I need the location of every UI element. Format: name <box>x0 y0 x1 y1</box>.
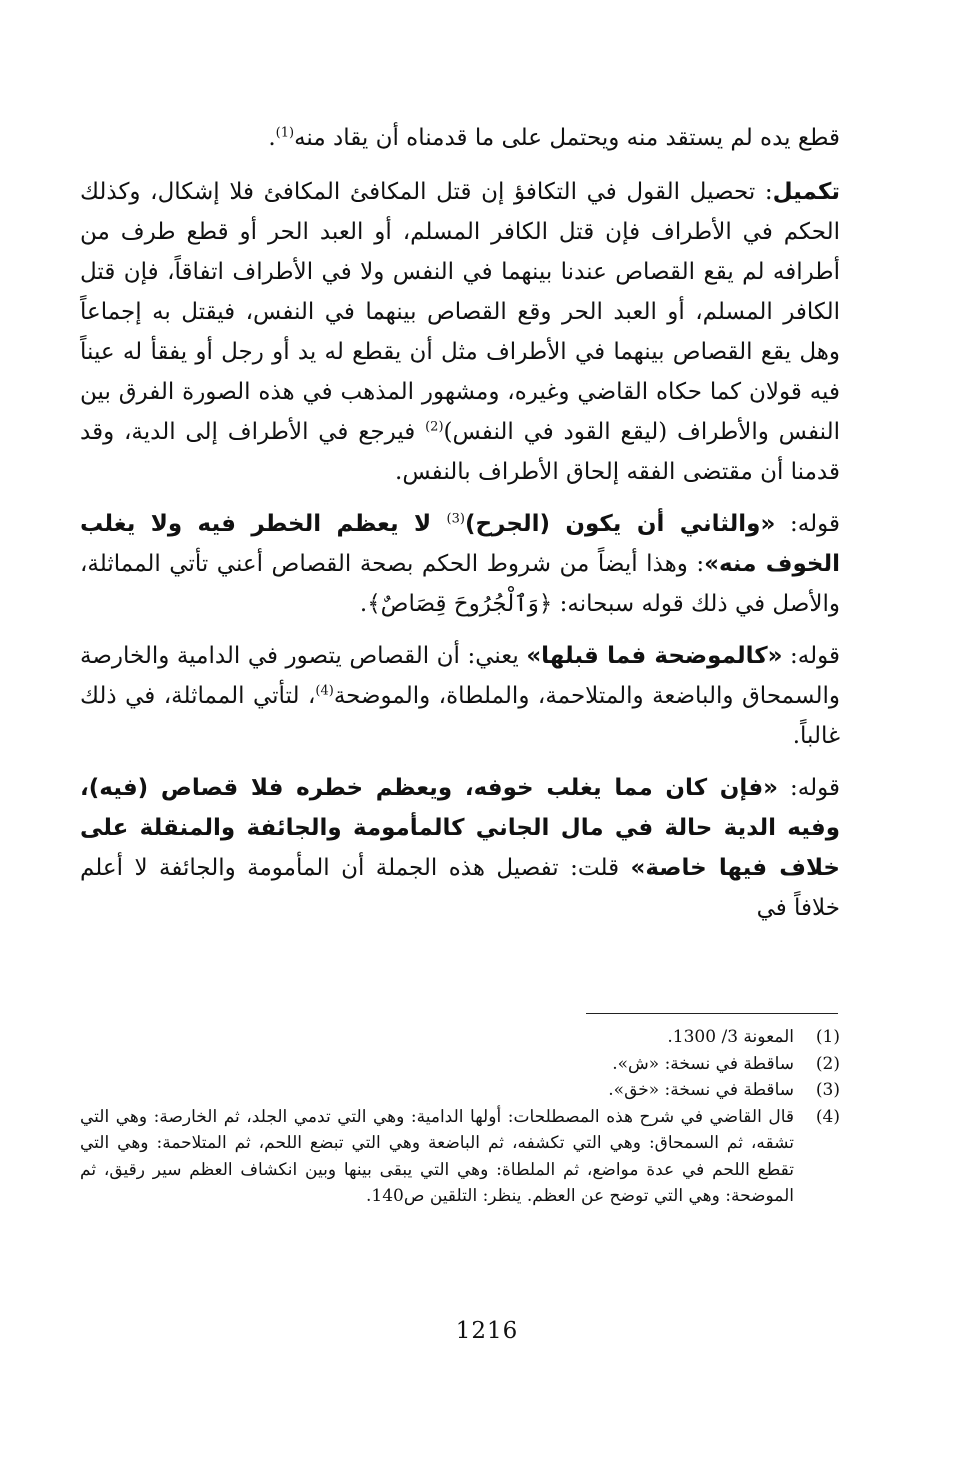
commentary-1: : وهذا أيضاً من شروط الحكم بصحة القصاص أعني تأتي المماثلة، والأصل في ذلك قوله سبحانه: <box>80 551 840 617</box>
footnote-text: المعونة 3/ 1300. <box>667 1027 794 1047</box>
qawluhu-label: قوله: <box>778 775 840 801</box>
paragraph-qawluhu-2 <box>80 636 840 756</box>
paragraph-takmil <box>80 172 840 492</box>
quoted-matn-1b: لا يعظم الخطر فيه ولا يغلب الخوف منه» <box>80 511 840 577</box>
quoted-matn-2: «كالموضحة فما قبلها» <box>526 643 783 669</box>
footnote-3 <box>80 1077 840 1104</box>
quran-verse: ﴿وَٱلْجُرُوحَ قِصَاصٌ﴾ <box>367 591 553 617</box>
footnotes <box>80 1024 840 1210</box>
footnote-ref-1: (1) <box>275 125 295 141</box>
footnote-1 <box>80 1024 840 1051</box>
footnote-number: (4) <box>815 1106 840 1127</box>
footnote-number: (3) <box>815 1080 840 1100</box>
takmil-heading: تكميل <box>772 179 840 205</box>
footnote-text: ساقطة في نسخة: «ش». <box>612 1053 794 1074</box>
footnote-separator <box>586 1013 838 1014</box>
quoted-matn-3: «فإن كان مما يغلب خوفه، ويعظم خطره فلا قصاص (فيه)، وفيه الدية حالة في مال الجاني كالمأمومة والجائفة والمنقلة على خلاف فيها خاصة» <box>80 775 840 881</box>
paragraph-1-end: . <box>268 125 276 151</box>
commentary-1-end: . <box>359 591 368 617</box>
page-number: 1216 <box>455 1318 519 1344</box>
paragraph-qawluhu-3 <box>80 768 840 928</box>
commentary-3: قلت: تفصيل هذه الجملة أن المأمومة والجائفة لا أعلم خلافاً في <box>80 855 840 921</box>
paragraph-1 <box>80 118 840 158</box>
paragraph-1-text: قطع يده لم يستقد منه ويحتمل على ما قدمناه أن يقاد منه <box>294 125 840 151</box>
footnote-text: ساقطة في نسخة: «خق». <box>608 1080 794 1100</box>
qawluhu-label: قوله: <box>782 643 840 669</box>
footnote-2 <box>80 1051 840 1078</box>
takmil-text-cont: فيرجع في الأطراف إلى الدية، وقد قدمنا أن مقتضى الفقه إلحاق الأطراف بالنفس. <box>80 419 840 485</box>
footnote-text: قال القاضي في شرح هذه المصطلحات: أولها الدامية: وهي التي تدمي الجلد، ثم الخارصة: وهي التي تشقه، ثم السمحاق: وهي التي تكشفه، ثم الباضعة وهي التي تبضع اللحم، ثم المتلاحمة: وهي التي تقطع اللحم في عدة مواضع، ثم الملطاة: وهي التي يبقى بينها وبين انكشاف العظم سير رقيق، ثم الموضحة: وهي التي توضح عن العظم. ينظر: التلقين ص140. <box>80 1106 794 1206</box>
footnote-ref-2: (2) <box>425 419 444 435</box>
commentary-2: يعني: أن القصاص يتصور في الدامية والخارصة والسمحاق والباضعة والمتلاحمة، والملطاة، والموضحة <box>80 643 840 709</box>
main-text <box>80 118 840 940</box>
quoted-matn-1a: «والثاني أن يكون (الجرح) <box>464 511 776 537</box>
footnote-ref-3: (3) <box>446 511 465 527</box>
paragraph-qawluhu-1 <box>80 504 840 624</box>
qawluhu-label: قوله: <box>775 511 841 537</box>
footnote-4 <box>80 1104 840 1210</box>
footnote-number: (2) <box>815 1053 840 1074</box>
footnote-ref-4: (4) <box>315 683 334 699</box>
takmil-text: : تحصيل القول في التكافؤ إن قتل المكافئ المكافئ فلا إشكال، وكذلك الحكم في الأطراف فإن قتل الكافر المسلم، أو العبد الحر أو قطع طرف من أطرافه لم يقع القصاص عندنا بينهما في النفس ولا في الأطراف اتفاقاً، فإن قتل الكافر المسلم، أو العبد الحر وقع القصاص بينهما في النفس، فيقتل به إجماعاً وهل يقع القصاص بينهما في الأطراف مثل أن يقطع له يد أو رجل أو يفقأ له عيناً فيه قولان كما حكاه القاضي وغيره، ومشهور المذهب في هذه الصورة الفرق بين النفس والأطراف (ليقع القود في النفس) <box>80 179 840 445</box>
commentary-2-end: ، لتأتي المماثلة، في ذلك غالباً. <box>80 683 840 749</box>
footnote-number: (1) <box>815 1027 840 1047</box>
